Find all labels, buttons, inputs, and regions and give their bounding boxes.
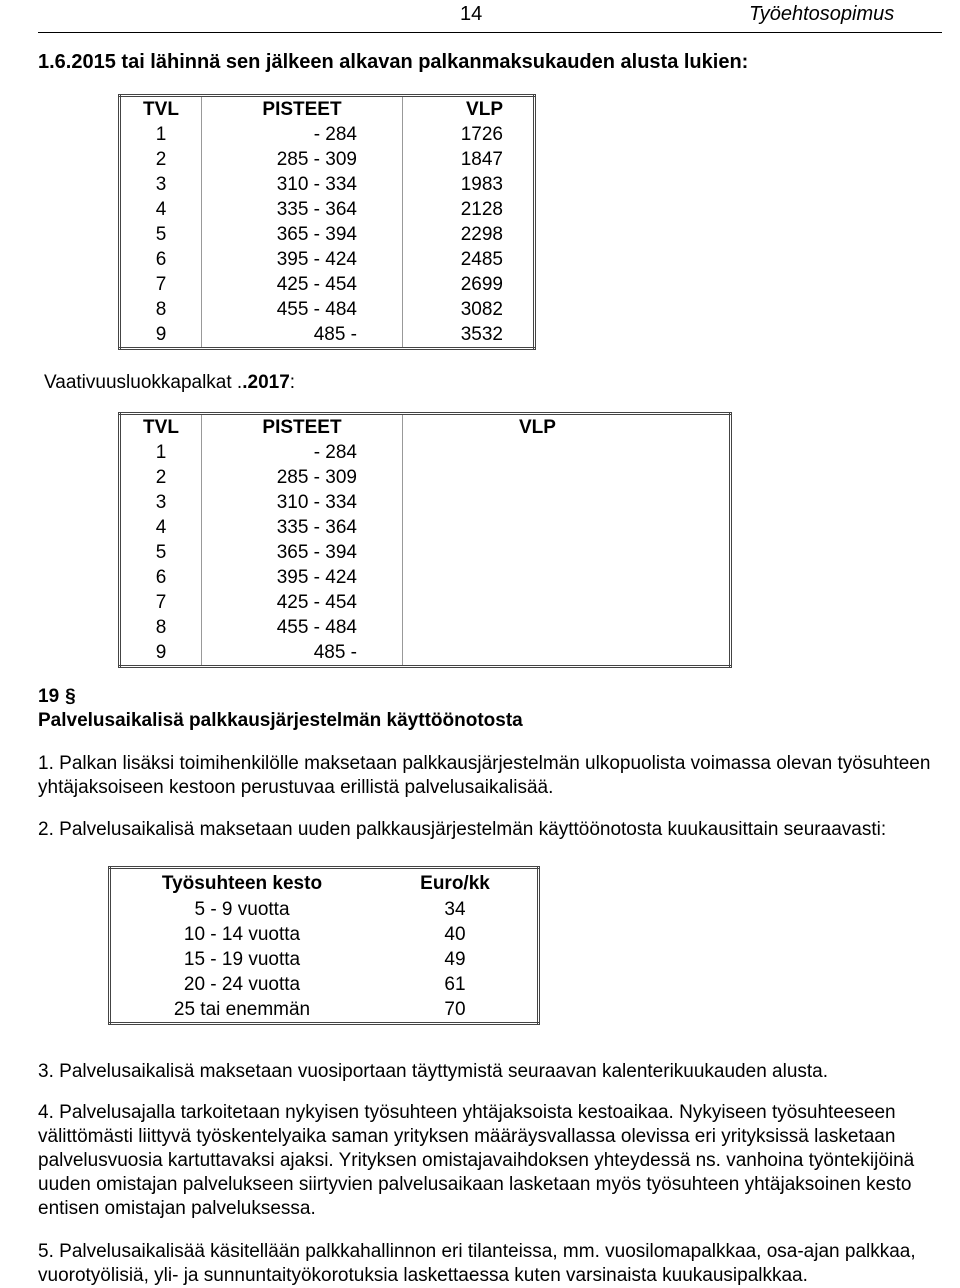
table-header-row xyxy=(110,868,539,898)
cell-pisteet: 395 - 424 xyxy=(276,249,357,270)
cell-tvl: 6 xyxy=(120,247,202,272)
paragraph-number: 4. xyxy=(38,1102,54,1123)
cell-vlp: 1847 xyxy=(403,147,535,172)
cell-vlp-empty xyxy=(403,615,731,640)
paragraph-text: Palvelusaikalisä maksetaan vuosiportaan täyttymistä seuraavan kalenterikuukauden alusta. xyxy=(59,1061,829,1082)
cell-tvl: 5 xyxy=(120,540,202,565)
table-header-row xyxy=(120,414,731,441)
cell-vlp-empty xyxy=(403,465,731,490)
cell-pisteet: 485 - xyxy=(313,642,357,663)
cell-tvl: 7 xyxy=(120,272,202,297)
cell-euro: 49 xyxy=(444,949,466,970)
cell-vlp-empty xyxy=(403,565,731,590)
heading-suffix: : xyxy=(289,372,296,393)
header-vlp: VLP xyxy=(403,414,731,441)
service-bonus-table xyxy=(108,866,540,1025)
paragraph-number: 5. xyxy=(38,1241,54,1262)
table-row xyxy=(120,440,731,465)
header-pisteet: PISTEET xyxy=(262,99,342,120)
cell-pisteet: 395 - 424 xyxy=(276,567,357,588)
cell-vlp-empty xyxy=(403,590,731,615)
cell-tvl: 5 xyxy=(120,222,202,247)
table-row xyxy=(120,197,535,222)
cell-tvl: 9 xyxy=(120,322,202,349)
header-pisteet: PISTEET xyxy=(262,417,342,438)
table-row xyxy=(110,972,539,997)
table-row xyxy=(120,322,535,349)
table-row xyxy=(120,122,535,147)
paragraph-number: 1. xyxy=(38,753,54,774)
cell-vlp: 1983 xyxy=(403,172,535,197)
table-row xyxy=(120,297,535,322)
paragraph-4 xyxy=(38,1101,948,1221)
cell-tvl: 1 xyxy=(120,440,202,465)
cell-pisteet: - 284 xyxy=(313,124,357,145)
table-row xyxy=(120,515,731,540)
cell-pisteet: 310 - 334 xyxy=(276,492,357,513)
paragraph-2 xyxy=(38,818,948,842)
header-tvl: TVL xyxy=(120,414,202,441)
section-number-value: 19 xyxy=(38,686,60,707)
cell-pisteet: 365 - 394 xyxy=(276,224,357,245)
paragraph-text: Palvelusajalla tarkoitetaan nykyisen työsuhteen yhtäjaksoista kestoaikaa. Nykyiseen työsuhteeseen välittömästi liittyvä työskentelyaika saman yrityksen määräysvallassa olevissa eri yrityksissä lasketaan palvelusvuosia kartuttavaksi ajaksi. Yrityksen omistajavaihdoksen yhteydessä ns. vanhoina työntekijöinä uuden omistajan palvelukseen siirtyvien palvelusaikaan lasketaan myös työsuhteen yhtäjaksoinen kesto entisen omistajan palveluksessa. xyxy=(38,1102,915,1219)
cell-vlp-empty xyxy=(403,540,731,565)
cell-pisteet: 285 - 309 xyxy=(276,467,357,488)
table-row xyxy=(120,465,731,490)
cell-tvl: 4 xyxy=(120,515,202,540)
table-row xyxy=(120,247,535,272)
cell-vlp: 3082 xyxy=(403,297,535,322)
cell-duration: 25 tai enemmän xyxy=(173,999,311,1020)
cell-tvl: 4 xyxy=(120,197,202,222)
page-number: 14 xyxy=(460,3,483,25)
cell-euro: 61 xyxy=(444,974,466,995)
header-divider xyxy=(38,32,942,33)
table-row xyxy=(120,272,535,297)
paragraph-text: Palvelusaikalisä maksetaan uuden palkkausjärjestelmän käyttöönotosta kuukausittain seuraavasti: xyxy=(59,819,887,840)
cell-pisteet: 425 - 454 xyxy=(276,274,357,295)
cell-euro: 34 xyxy=(444,899,466,920)
salary-table-2015 xyxy=(118,94,536,350)
header-tvl: TVL xyxy=(120,96,202,123)
section-number xyxy=(38,686,76,708)
cell-tvl: 1 xyxy=(120,122,202,147)
table-row xyxy=(120,615,731,640)
table-row xyxy=(110,947,539,972)
cell-duration: 20 - 24 vuotta xyxy=(183,974,301,995)
paragraph-5 xyxy=(38,1240,948,1288)
cell-pisteet: 365 - 394 xyxy=(276,542,357,563)
cell-pisteet: 310 - 334 xyxy=(276,174,357,195)
paragraph-number: 3. xyxy=(38,1061,54,1082)
cell-tvl: 7 xyxy=(120,590,202,615)
cell-euro: 40 xyxy=(444,924,466,945)
paragraph-text: Palvelusaikalisää käsitellään palkkahallinnon eri tilanteissa, mm. vuosilomapalkkaa, osa-ajan palkkaa, vuorotyölisiä, yli- ja sunnuntaityökorotuksia laskettaessa kuten varsinaista kuukausipalkkaa. xyxy=(38,1241,916,1286)
cell-pisteet: - 284 xyxy=(313,442,357,463)
cell-duration: 10 - 14 vuotta xyxy=(183,924,301,945)
document-title: Työehtosopimus xyxy=(749,3,895,25)
cell-tvl: 6 xyxy=(120,565,202,590)
table-row xyxy=(120,147,535,172)
cell-pisteet: 455 - 484 xyxy=(276,299,357,320)
cell-vlp: 2485 xyxy=(403,247,535,272)
table-row xyxy=(120,172,535,197)
header-euro: Euro/kk xyxy=(420,872,490,894)
header-duration: Työsuhteen kesto xyxy=(161,872,323,894)
cell-vlp: 1726 xyxy=(403,122,535,147)
paragraph-1 xyxy=(38,752,948,800)
cell-vlp-empty xyxy=(403,515,731,540)
cell-tvl: 2 xyxy=(120,465,202,490)
cell-vlp-empty xyxy=(403,440,731,465)
section-intro xyxy=(38,51,748,74)
cell-tvl: 9 xyxy=(120,640,202,667)
cell-tvl: 8 xyxy=(120,297,202,322)
cell-vlp-empty xyxy=(403,490,731,515)
cell-tvl: 3 xyxy=(120,172,202,197)
paragraph-3 xyxy=(38,1060,948,1084)
table-row xyxy=(120,640,731,667)
cell-duration: 5 - 9 vuotta xyxy=(194,899,290,920)
cell-tvl: 2 xyxy=(120,147,202,172)
header-vlp: VLP xyxy=(403,96,535,123)
subsection-heading xyxy=(44,372,295,394)
cell-pisteet: 335 - 364 xyxy=(276,517,357,538)
cell-vlp: 2298 xyxy=(403,222,535,247)
cell-tvl: 8 xyxy=(120,615,202,640)
table-row xyxy=(110,922,539,947)
cell-vlp: 2128 xyxy=(403,197,535,222)
table-row xyxy=(120,222,535,247)
table-header-row xyxy=(120,96,535,123)
heading-prefix: Vaativuusluokkapalkat . xyxy=(44,372,243,393)
intro-text: 1.6.2015 tai lähinnä sen jälkeen alkavan palkanmaksukauden alusta lukien: xyxy=(38,51,749,73)
section-title: Palvelusaikalisä palkkausjärjestelmän käyttöönotosta xyxy=(38,710,523,731)
heading-year: .2017 xyxy=(242,372,290,393)
cell-tvl: 3 xyxy=(120,490,202,515)
table-row xyxy=(110,897,539,922)
cell-vlp: 3532 xyxy=(403,322,535,349)
cell-pisteet: 455 - 484 xyxy=(276,617,357,638)
table-row xyxy=(120,590,731,615)
salary-table-2017 xyxy=(118,412,732,668)
cell-pisteet: 285 - 309 xyxy=(276,149,357,170)
cell-euro: 70 xyxy=(444,999,466,1020)
cell-vlp-empty xyxy=(403,640,731,667)
cell-vlp: 2699 xyxy=(403,272,535,297)
paragraph-text: Palkan lisäksi toimihenkilölle maksetaan palkkausjärjestelmän ulkopuolista voimassa olevan työsuhteen yhtäjaksoiseen kestoon perustuvaa erillistä palvelusaikalisää. xyxy=(38,753,931,798)
cell-duration: 15 - 19 vuotta xyxy=(183,949,301,970)
table-row xyxy=(120,565,731,590)
cell-pisteet: 485 - xyxy=(313,324,357,345)
section-sign: § xyxy=(65,686,76,707)
cell-pisteet: 335 - 364 xyxy=(276,199,357,220)
table-row xyxy=(110,997,539,1024)
table-row xyxy=(120,490,731,515)
table-row xyxy=(120,540,731,565)
cell-pisteet: 425 - 454 xyxy=(276,592,357,613)
paragraph-number: 2. xyxy=(38,819,54,840)
